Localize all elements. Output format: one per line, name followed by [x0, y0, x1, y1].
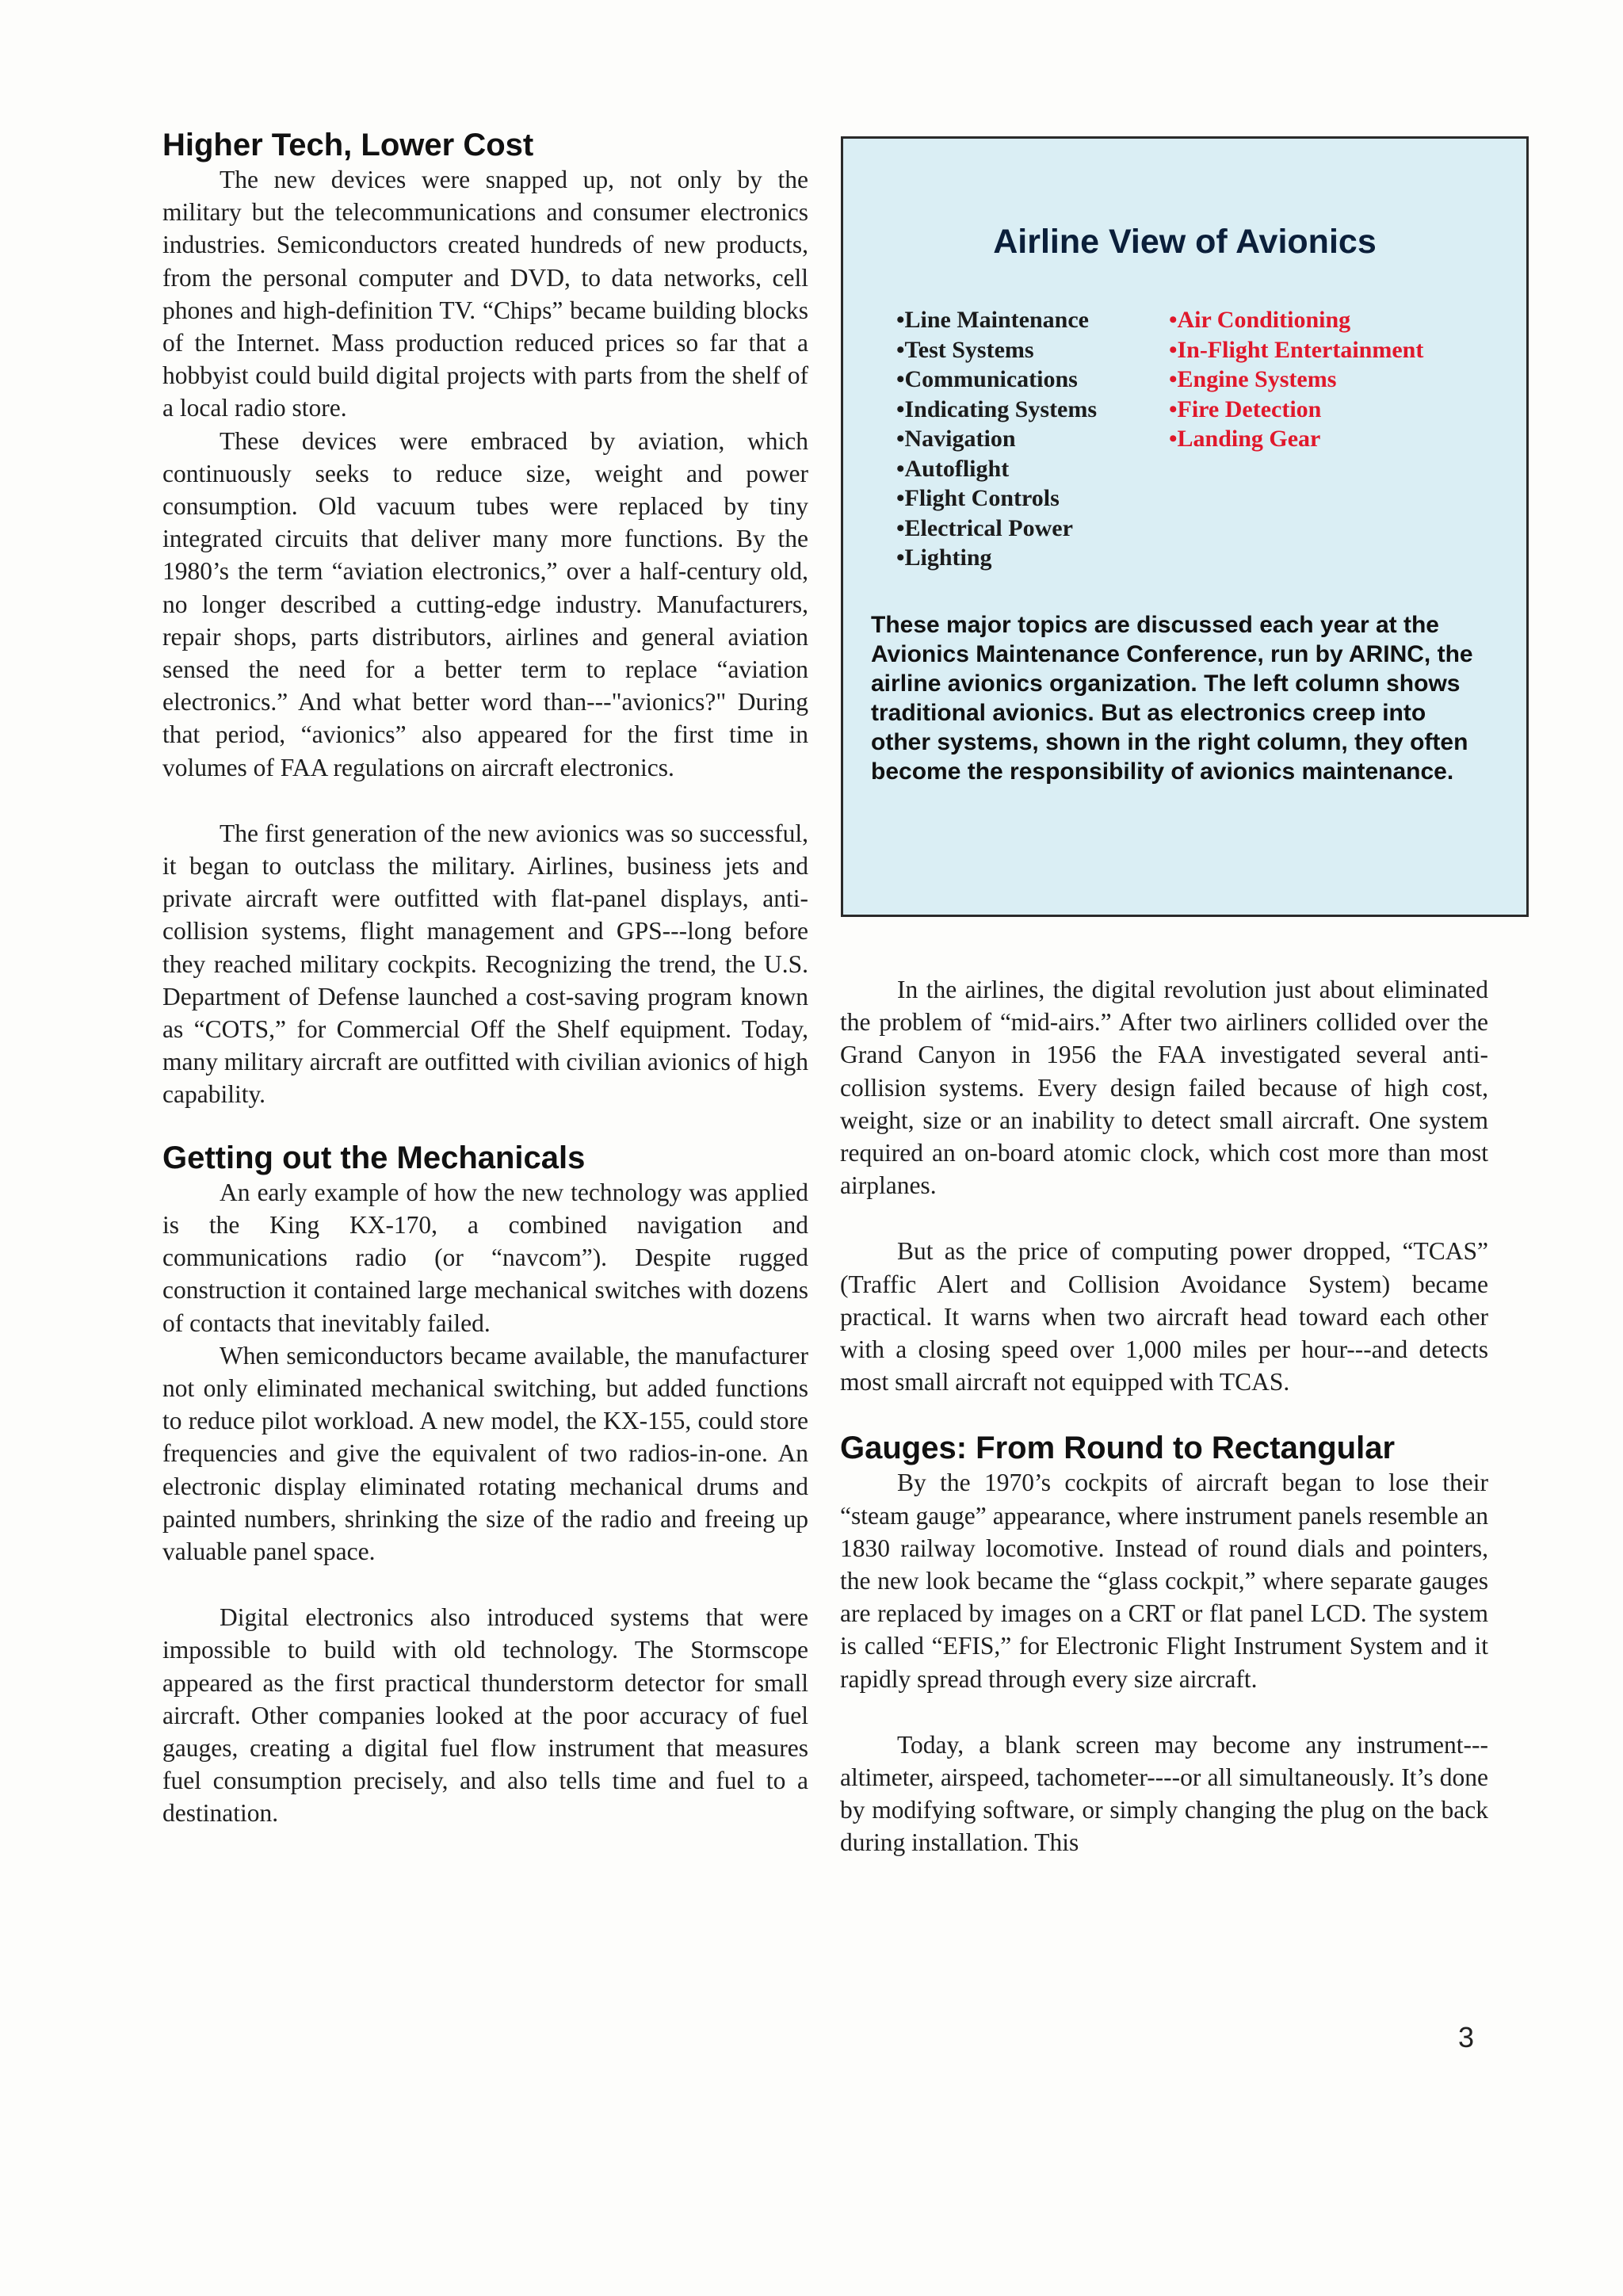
list-item: •Autoflight	[896, 455, 1010, 482]
airline-avionics-sidebar	[841, 136, 1529, 917]
paragraph: The first generation of the new avionics was so successful, it began to outclass the military. Airlines, business jets and private aircraft were outfitted with flat-panel displays, anti-collision systems, flight management and GPS---long before they reached military cockpits. Recognizing the trend, the U.S. Department of Defense launched a cost-saving program known as “COTS,” for Commercial Off the Shelf equipment. Today, many military aircraft are outfitted with civilian avionics of high capability.	[162, 819, 808, 1109]
list-item: •Fire Detection	[1169, 395, 1322, 422]
page-number: 3	[1458, 2021, 1475, 2053]
list-item: •Communications	[896, 366, 1078, 392]
list-item: •Lighting	[896, 544, 992, 571]
list-item: •Test Systems	[896, 336, 1034, 363]
section-heading-gauges: Gauges: From Round to Rectangular	[840, 1431, 1396, 1466]
paragraph: When semiconductors became available, the manufacturer not only eliminated mechanical switching, but added functions to reduce pilot workload. A new model, the KX-155, could store frequencies and give the equivalent of two radios-in-one. An electronic display eliminated rotating mechanical drums and painted numbers, shrinking the size of the radio and freeing up valuable panel space.	[162, 1341, 808, 1565]
traditional-avionics-list	[896, 305, 1097, 573]
list-item: •Line Maintenance	[896, 307, 1089, 333]
paragraph: Digital electronics also introduced systems that were impossible to build with old technology. The Stormscope appeared as the first practical thunderstorm detector for small aircraft. Other companies looked at the poor accuracy of fuel gauges, creating a digital fuel flow instrument that measures fuel consumption precisely, and also tells time and fuel to a destination.	[162, 1603, 808, 1828]
other-systems-list	[1169, 305, 1423, 454]
sidebar-title: Airline View of Avionics	[993, 223, 1377, 261]
right-column	[840, 973, 1488, 1859]
section-heading-higher-tech: Higher Tech, Lower Cost	[162, 128, 534, 162]
list-item: •Air Conditioning	[1169, 307, 1351, 333]
paragraph: These devices were embraced by aviation, which continuously seeks to reduce size, weight and power consumption. Old vacuum tubes were replaced by tiny integrated circuits that deliver many more functions. By the 1980’s the term “aviation electronics,” over a half-century old, no longer described a cutting-edge industry. Manufacturers, repair shops, parts distributors, airlines and general aviation sensed the need for a better term to replace “aviation electronics.” And what better word than---"avionics?" During that period, “avionics” also appeared for the first time in volumes of FAA regulations on aircraft electronics.	[162, 426, 808, 781]
paragraph: In the airlines, the digital revolution just about eliminated the problem of “mid-airs.” After two airliners collided over the Grand Canyon in 1956 the FAA investigated several anti-collision systems. Every design failed because of high cost, weight, size or an inability to detect small aircraft. One system required an on-board atomic clock, which cost more than most airplanes.	[840, 976, 1488, 1200]
list-item: •Flight Controls	[896, 485, 1060, 511]
paragraph: But as the price of computing power dropped, “TCAS” (Traffic Alert and Collision Avoidance System) became practical. It warns when two aircraft head toward each other with a closing speed over 1,000 miles per hour---and detects most small aircraft not equipped with TCAS.	[840, 1237, 1488, 1396]
list-item: •In-Flight Entertainment	[1169, 336, 1424, 363]
list-item: •Indicating Systems	[896, 395, 1098, 422]
paragraph: An early example of how the new technology was applied is the King KX-170, a combined navigation and communications radio (or “navcom”). Despite rugged construction it contained large mechanical switches with dozens of contacts that inevitably failed.	[162, 1178, 808, 1337]
list-item: •Landing Gear	[1169, 426, 1321, 452]
section-heading-mechanicals: Getting out the Mechanicals	[162, 1140, 586, 1175]
sidebar-caption: These major topics are discussed each year at the Avionics Maintenance Conference, run by ARINC, the airline avionics organization. The left column shows traditional avionics. But as electronics creep into other systems, shown in the right column, they often become the responsibility of avionics maintenance.	[871, 612, 1473, 785]
paragraph: By the 1970’s cockpits of aircraft began to lose their “steam gauge” appearance, where instrument panels resemble an 1830 railway locomotive. Instead of round dials and pointers, the new look became the “glass cockpit,” where separate gauges are replaced by images on a CRT or flat panel LCD. The system is called “EFIS,” for Electronic Flight Instrument System and it rapidly spread through every size aircraft.	[840, 1469, 1488, 1693]
left-column	[162, 127, 808, 1830]
list-item: •Electrical Power	[896, 514, 1073, 541]
list-item: •Engine Systems	[1169, 366, 1337, 392]
paragraph: Today, a blank screen may become any instrument---altimeter, airspeed, tachometer----or all simultaneously. It’s done by modifying software, or simply changing the plug on the back during installation. This	[840, 1730, 1488, 1857]
paragraph: The new devices were snapped up, not only by the military but the telecommunications and consumer electronics industries. Semiconductors created hundreds of new products, from the personal computer and DVD, to data networks, cell phones and high-definition TV. “Chips” became building blocks of the Internet. Mass production reduced prices so far that a hobbyist could build digital projects with parts from the shelf of a local radio store.	[162, 166, 808, 422]
list-item: •Navigation	[896, 426, 1016, 452]
